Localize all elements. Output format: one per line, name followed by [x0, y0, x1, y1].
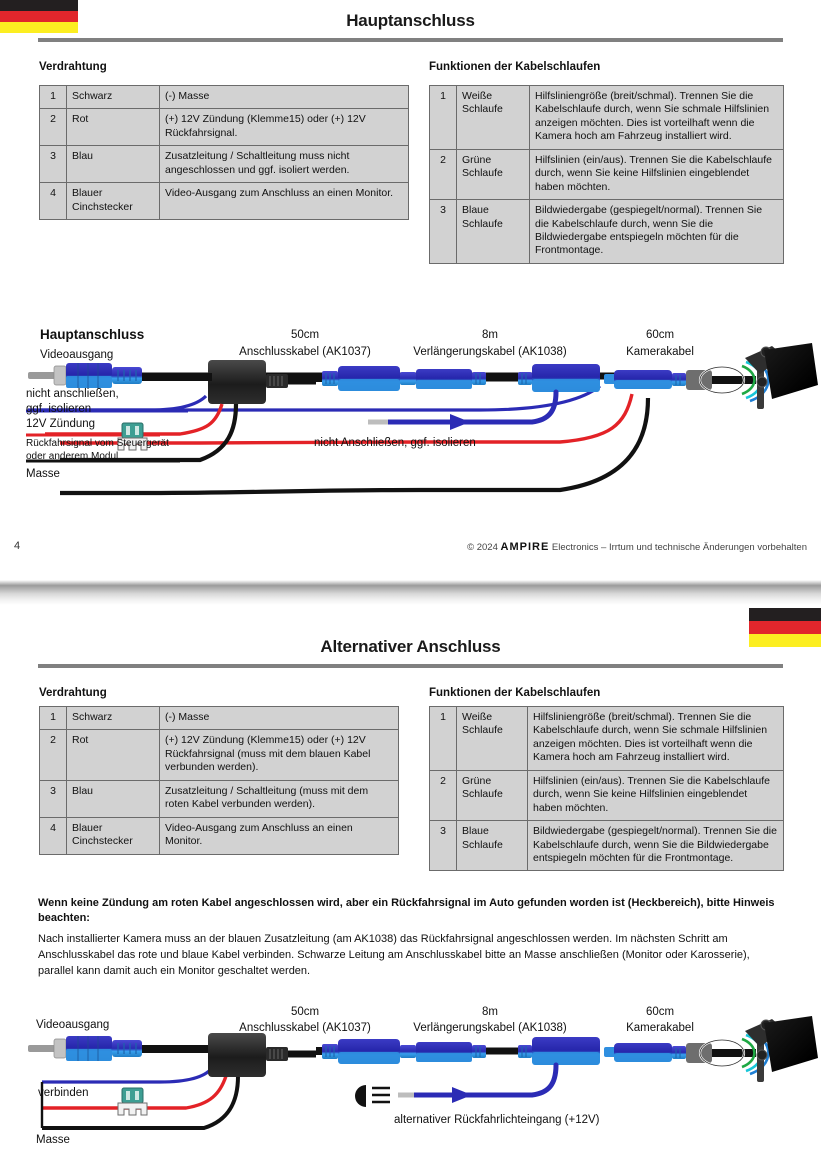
alt-reverse-input-label: alternativer Rückfahrlichteingang (+12V)	[394, 1114, 600, 1126]
row-number: 1	[430, 707, 457, 771]
video-output-label: Videoausgang	[40, 349, 114, 361]
row-wire-color: Schwarz	[67, 86, 160, 109]
row-number: 1	[40, 707, 67, 730]
ignition-label: 12V Zündung	[26, 418, 96, 430]
row-number: 2	[430, 770, 457, 820]
cable-8m-length: 8m	[482, 329, 498, 341]
table-row	[40, 146, 409, 183]
row-number: 2	[40, 730, 67, 780]
row-description: Hilfsliniengröße (breit/schmal). Trennen Sie die Kabelschlaufe durch, wenn Sie schmale Hilfslinien anzeigen möchten. Dies ist vorteilhaft wenn die Kamera hoch am Fahrzeug installiert wird.	[530, 86, 784, 150]
ampire-logo: AMPIRE	[500, 541, 550, 553]
blue-wire-note: nicht Anschließen, ggf. isolieren	[314, 437, 476, 449]
copyright-prefix: © 2024	[467, 542, 498, 553]
table-row	[40, 109, 409, 146]
cable-8m-length-2: 8m	[482, 1006, 498, 1018]
page-number: 4	[14, 540, 21, 552]
connect-label: verbinden	[38, 1087, 89, 1099]
row-description: (-) Masse	[160, 707, 399, 730]
cable-60cm-length-2: 60cm	[645, 1006, 675, 1018]
copyright-line	[467, 541, 807, 553]
loops-heading: Funktionen der Kabelschlaufen	[429, 61, 601, 73]
page-separator	[0, 580, 821, 605]
table-row	[430, 86, 784, 150]
row-wire-color: Weiße Schlaufe	[457, 86, 530, 150]
row-wire-color: Schwarz	[67, 707, 160, 730]
row-wire-color: Rot	[67, 730, 160, 780]
row-number: 4	[40, 183, 67, 220]
cable-50cm-name-2: Anschlusskabel (AK1037)	[239, 1022, 371, 1034]
row-wire-color: Blauer Cinchstecker	[67, 817, 160, 854]
not-connect-label-1: nicht anschließen,	[26, 388, 119, 400]
row-number: 2	[430, 149, 457, 199]
row-description: Bildwiedergabe (gespiegelt/normal). Trennen Sie die Kabelschlaufe durch, wenn Sie die Bildwiedergabe entspiegeln möchten für die Frontmontage.	[530, 200, 784, 264]
table-row	[40, 780, 399, 817]
row-description: Hilfsliniengröße (breit/schmal). Trennen Sie die Kabelschlaufe durch, wenn Sie schmale Hilfslinien anzeigen möchten. Dies ist vorteilhaft wenn die Kamera hoch am Fahrzeug installiert wird.	[528, 707, 784, 771]
wiring-heading: Verdrahtung	[39, 61, 107, 73]
wiring-diagram-alt	[0, 1008, 821, 1153]
cable-60cm-name: Kamerakabel	[626, 346, 694, 358]
row-description: Hilfslinien (ein/aus). Trennen Sie die Kabelschlaufe durch, wenn Sie keine Hilfslinien eingeblendet haben möchten.	[528, 770, 784, 820]
note-headline: Wenn keine Zündung am roten Kabel angeschlossen wird, aber ein Rückfahrsignal im Auto gefunden worden ist (Heckbereich), bitte Hinweis beachten:	[38, 897, 775, 925]
page-title: Hauptanschluss	[346, 11, 475, 30]
copyright-suffix: Electronics – Irrtum und technische Änderungen vorbehalten	[551, 542, 807, 553]
table-row	[430, 200, 784, 264]
row-number: 3	[40, 146, 67, 183]
wiring-table-2	[39, 706, 399, 855]
table-row	[40, 730, 399, 780]
diagram-heading: Hauptanschluss	[40, 327, 145, 342]
cable-60cm-length: 60cm	[645, 329, 675, 341]
cable-50cm-length: 50cm	[290, 329, 320, 341]
row-number: 3	[430, 821, 457, 871]
row-description: Hilfslinien (ein/aus). Trennen Sie die Kabelschlaufe durch, wenn Sie keine Hilfslinien eingeblendet haben möchten.	[530, 149, 784, 199]
row-description: Video-Ausgang zum Anschluss an einen Monitor.	[160, 183, 409, 220]
row-wire-color: Blaue Schlaufe	[457, 200, 530, 264]
not-connect-label-2: ggf. isolieren	[26, 403, 92, 415]
row-wire-color: Blau	[67, 146, 160, 183]
row-wire-color: Rot	[67, 109, 160, 146]
cable-8m-name: Verlängerungskabel (AK1038)	[413, 346, 567, 358]
page-2	[0, 605, 821, 1152]
page-title-2: Alternativer Anschluss	[320, 637, 501, 656]
row-wire-color: Grüne Schlaufe	[457, 770, 528, 820]
row-wire-color: Grüne Schlaufe	[457, 149, 530, 199]
table-row	[430, 821, 784, 871]
row-number: 1	[430, 86, 457, 150]
cable-60cm-name-2: Kamerakabel	[626, 1022, 694, 1034]
loops-table	[429, 85, 784, 264]
ground-label-2: Masse	[36, 1134, 70, 1146]
row-description: (+) 12V Zündung (Klemme15) oder (+) 12V Rückfahrsignal (muss mit dem blauen Kabel verbunden werden).	[160, 730, 399, 780]
row-number: 1	[40, 86, 67, 109]
table-row	[40, 817, 399, 854]
row-description: Zusatzleitung / Schaltleitung (muss mit dem roten Kabel verbunden werden).	[160, 780, 399, 817]
reverse-light-icon	[355, 1085, 390, 1107]
row-wire-color: Blaue Schlaufe	[457, 821, 528, 871]
cable-50cm-length-2: 50cm	[290, 1006, 320, 1018]
row-number: 3	[40, 780, 67, 817]
wiring-diagram-svg	[0, 330, 821, 540]
table-row	[430, 707, 784, 771]
video-output-label-2: Videoausgang	[36, 1019, 110, 1031]
wiring-table	[39, 85, 409, 220]
row-wire-color: Weiße Schlaufe	[457, 707, 528, 771]
title-divider-2	[38, 664, 783, 668]
note-body: Nach installierter Kamera muss an der blauen Zusatzleitung (am AK1038) das Rückfahrsignal angeschlossen werden. Im nächsten Schritt am Anschlusskabel das rote und blaue Kabel verbinden. Schwarze Leitung am Anschlusskabel bitte an Masse anschließen (Monitor oder Karosserie), parallel kann damit auch ein Monitor geschaltet werden.	[38, 933, 750, 977]
ground-label: Masse	[26, 468, 60, 480]
table-row	[40, 183, 409, 220]
row-description: Video-Ausgang zum Anschluss an einen Monitor.	[160, 817, 399, 854]
cable-50cm-name: Anschlusskabel (AK1037)	[239, 346, 371, 358]
fuse-icon-2	[118, 1088, 147, 1115]
wiring-diagram-main	[0, 327, 821, 540]
row-number: 4	[40, 817, 67, 854]
row-number: 2	[40, 109, 67, 146]
cable-8m-name-2: Verlängerungskabel (AK1038)	[413, 1022, 567, 1034]
wiring-heading-2: Verdrahtung	[39, 687, 107, 699]
row-description: (-) Masse	[160, 86, 409, 109]
title-divider	[38, 38, 783, 42]
loops-table-2	[429, 706, 784, 871]
row-wire-color: Blau	[67, 780, 160, 817]
reverse-signal-label-2: oder anderem Modul	[26, 451, 119, 462]
table-row	[40, 707, 399, 730]
table-row	[430, 149, 784, 199]
row-description: (+) 12V Zündung (Klemme15) oder (+) 12V Rückfahrsignal.	[160, 109, 409, 146]
reverse-signal-label-1: Rückfahrsignal vom Steuergerät	[26, 438, 169, 449]
table-row	[40, 86, 409, 109]
row-description: Bildwiedergabe (gespiegelt/normal). Trennen Sie die Kabelschlaufe durch, wenn Sie die Bildwiedergabe entspiegeln möchten für die Frontmontage.	[528, 821, 784, 871]
table-row	[430, 770, 784, 820]
row-description: Zusatzleitung / Schaltleitung muss nicht angeschlossen und ggf. isoliert werden.	[160, 146, 409, 183]
loops-heading-2: Funktionen der Kabelschlaufen	[429, 687, 601, 699]
row-wire-color: Blauer Cinchstecker	[67, 183, 160, 220]
row-number: 3	[430, 200, 457, 264]
